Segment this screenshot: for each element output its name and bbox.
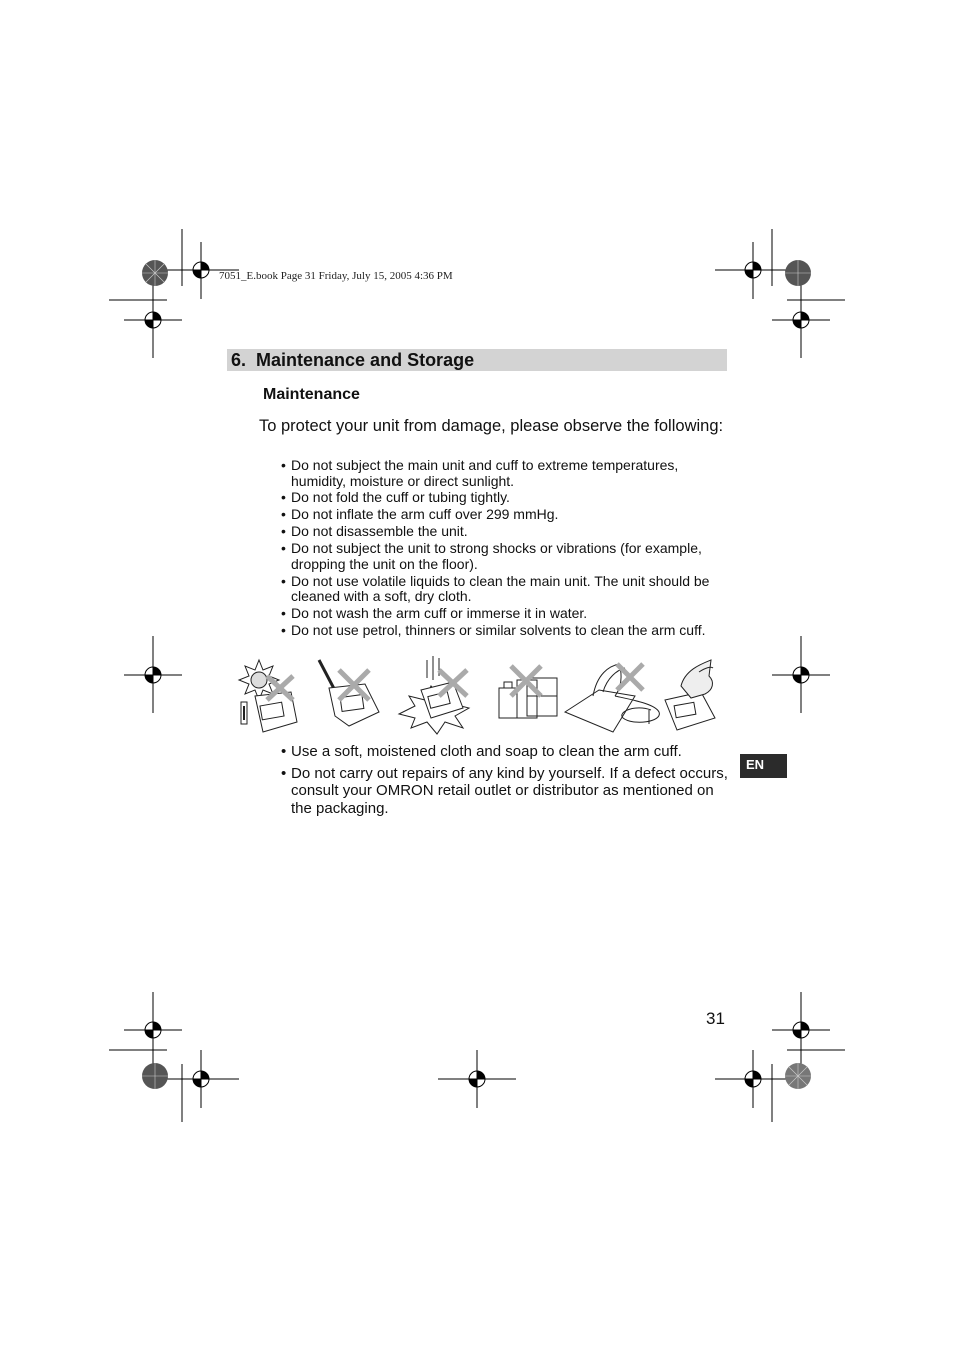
cloth-wipe-illustration — [665, 660, 715, 730]
language-tab: EN — [740, 754, 787, 778]
screwdriver-disassemble-illustration — [319, 660, 379, 726]
list-item: • Do not subject the main unit and cuff to extreme temperatures, humidity, moisture or direct sunlight. — [281, 457, 679, 489]
list-item: • Do not wash the arm cuff or immerse it in water. — [281, 605, 588, 622]
page-number: 31 — [706, 1009, 725, 1028]
intro-paragraph: To protect your unit from damage, please observe the following: — [259, 417, 724, 435]
section-title — [231, 349, 474, 371]
drop-shock-illustration — [399, 656, 469, 734]
list-item: • Do not inflate the arm cuff over 299 mmHg. — [281, 506, 559, 523]
list-item: • Use a soft, moistened cloth and soap to clean the arm cuff. — [281, 743, 682, 760]
maintenance-illustrations — [237, 656, 727, 738]
list-item: • Do not use volatile liquids to clean the main unit. The unit should be cleaned with a soft, dry cloth. — [281, 572, 710, 605]
list-item: • Do not use petrol, thinners or similar solvents to clean the arm cuff. — [281, 622, 706, 639]
section-number: 6. — [231, 350, 247, 370]
list-item: • Do not disassemble the unit. — [281, 523, 468, 540]
donts-list — [281, 458, 731, 640]
sun-heat-unit-illustration — [239, 660, 297, 732]
list-item: • Do not fold the cuff or tubing tightly. — [281, 489, 510, 506]
volatile-liquids-illustration — [499, 666, 557, 718]
folded-cuff-illustration — [565, 664, 659, 732]
section-title-text: Maintenance and Storage — [256, 350, 475, 370]
list-item: • Do not subject the unit to strong shocks or vibrations (for example, dropping the unit on the floor). — [281, 540, 702, 572]
print-header: 7051_E.book Page 31 Friday, July 15, 2005 4:36 PM — [219, 270, 453, 282]
dos-list — [281, 743, 731, 821]
subheading: Maintenance — [263, 386, 360, 403]
list-item: • Do not carry out repairs of any kind by yourself. If a defect occurs, consult your OMRON retail outlet or distributor as mentioned on the packaging. — [281, 764, 728, 817]
